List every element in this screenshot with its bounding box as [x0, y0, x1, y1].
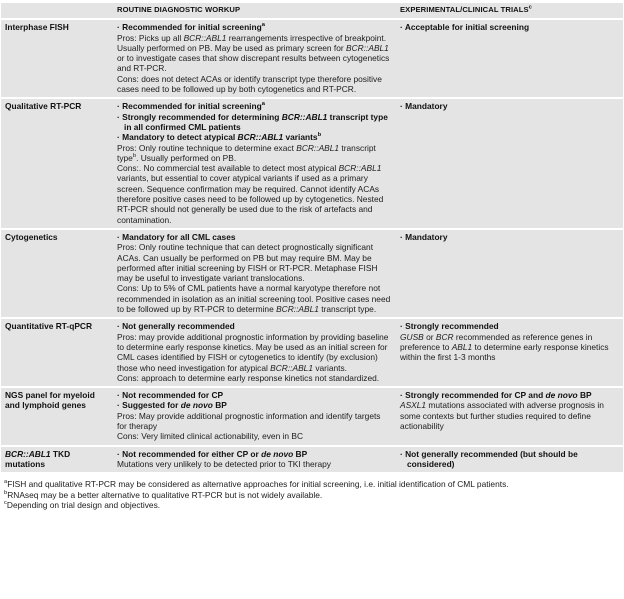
row-label [1, 319, 113, 386]
text-segment: b [132, 153, 137, 160]
text-segment: BCR::ABL1 [183, 32, 227, 43]
trials-cell [396, 447, 623, 473]
detail-paragraph [117, 33, 391, 74]
header-trials-superscript: c [528, 4, 532, 11]
recommendation-bullet [400, 101, 618, 111]
bullet-icon: · [400, 448, 406, 459]
text-segment: BCR::ABL1 [296, 142, 340, 153]
text-segment: variants. [313, 362, 347, 373]
footnote-a [4, 479, 621, 490]
text-segment: Acceptable for initial screening [404, 22, 530, 33]
text-segment: or [423, 331, 436, 342]
text-segment: BCR::ABL1 [346, 42, 389, 53]
detail-paragraph [117, 283, 391, 314]
text-segment: variants, but essential to cover atypical variants if used as a primary screen. Sequence confirmation may be required. Cannot identify ACAs therefore positive cases need to be followed up by cytogenetics. Nested RT-PCR should not generally be used due to the risk of artefacts and contamination. [117, 173, 384, 225]
text-segment: or to investigate cases that show discrepant results between cytogenetics and RT-PCR. [117, 53, 390, 74]
recommendation-bullet [117, 232, 391, 242]
bullet-icon: · [117, 400, 123, 411]
recommendation-bullet [117, 101, 391, 111]
detail-paragraph [400, 400, 618, 431]
text-segment: Cytogenetics [5, 231, 58, 242]
footnote-c [4, 500, 621, 511]
text-segment: transcript type. [318, 304, 377, 315]
recommendation-bullet [117, 400, 391, 410]
header-trials-text: EXPERIMENTAL/CLINICAL TRIALS [400, 5, 529, 14]
routine-cell [113, 99, 396, 228]
text-segment: a [261, 101, 265, 108]
bullet-icon: · [400, 231, 406, 242]
text-segment: Cons: Up to 5% of CML patients have a normal karyotype therefore not recommended in isolation as an initial screening tool. Positive cases need to be followed up by RT-PCR to determine [117, 283, 391, 315]
footnote-b-text: RNAseq may be a better alternative to qualitative RT-PCR but is not widely available. [7, 489, 323, 500]
text-segment: Not recommended for either CP or [122, 448, 262, 459]
text-segment: Cons: Very limited clinical actionability, even in BC [117, 431, 304, 442]
recommendation-bullet [117, 321, 391, 331]
table-header [1, 3, 623, 18]
text-segment: recommended as reference genes in preference to [400, 331, 593, 352]
header-routine-col: ROUTINE DIAGNOSTIC WORKUP [113, 3, 396, 18]
detail-paragraph [400, 332, 618, 363]
text-segment: BP [577, 390, 592, 401]
text-segment: GUSB [400, 331, 424, 342]
footnotes [1, 474, 623, 515]
text-segment: Suggested for [122, 400, 181, 411]
recommendation-bullet [400, 232, 618, 242]
row-label [1, 447, 113, 473]
routine-cell [113, 447, 396, 473]
footnote-c-text: Depending on trial design and objectives. [6, 500, 161, 511]
bullet-icon: · [117, 231, 123, 242]
text-segment: . Usually performed on PB. [136, 152, 237, 163]
detail-paragraph [117, 242, 391, 283]
footnote-a-marker: a [4, 479, 8, 486]
text-segment: Pros: Only routine technique that can detect prognostically significant ACAs. Can usually be performed on PB but may require BM. May be performed after initial screening by FISH or RT-PCR. Metaphase FISH may be useful to investigate variant translocations. [117, 242, 378, 284]
text-segment: transcript type in all confirmed CML patients [124, 111, 388, 132]
text-segment: Strongly recommended [405, 321, 499, 332]
routine-cell [113, 20, 396, 97]
recommendation-bullet [400, 449, 618, 470]
text-segment: Cons:. No commercial test available to detect most atypical [117, 163, 339, 174]
text-segment: BCR::ABL1 [270, 362, 313, 373]
text-segment: BCR::ABL1 [276, 304, 319, 315]
text-segment: Mandatory to detect atypical [122, 132, 238, 143]
diagnostic-workup-table [1, 1, 623, 474]
table-row [1, 230, 623, 317]
table-row [1, 99, 623, 228]
text-segment: Quantitative RT-qPCR [5, 321, 93, 332]
recommendation-bullet [117, 449, 391, 459]
bullet-icon: · [400, 321, 406, 332]
footnote-b [4, 490, 621, 501]
row-label [1, 99, 113, 228]
detail-paragraph [117, 332, 391, 373]
detail-paragraph [117, 373, 391, 383]
text-segment: BCR::ABL1 [237, 132, 284, 143]
text-segment: Cons: approach to determine early response kinetics not standardized. [117, 372, 380, 383]
footnote-c-marker: c [4, 500, 7, 507]
header-label-col [1, 3, 113, 18]
text-segment: Mandatory for all CML cases [122, 231, 236, 242]
text-segment: Strongly recommended for CP and [405, 390, 546, 401]
text-segment: de novo [180, 400, 213, 411]
recommendation-bullet [400, 321, 618, 331]
bullet-icon: · [117, 321, 123, 332]
detail-paragraph [117, 143, 391, 164]
text-segment: Interphase FISH [5, 22, 69, 33]
text-segment: Pros: May provide additional prognostic information and identify targets for therapy [117, 410, 381, 431]
detail-paragraph [117, 411, 391, 432]
table-row [1, 388, 623, 444]
text-segment: Not generally recommended (but should be considered) [405, 448, 578, 469]
text-segment: Mandatory [405, 231, 448, 242]
text-segment: BCR::ABL1 [5, 448, 51, 459]
text-segment: ABL1 [451, 341, 473, 352]
text-segment: BCR::ABL1 [338, 163, 382, 174]
text-segment: NGS panel for myeloid and lymphoid genes [5, 390, 95, 411]
table-row [1, 319, 623, 386]
routine-cell [113, 388, 396, 444]
text-segment: mutations associated with adverse prognosis in some contexts but further studies required to define actionability [400, 400, 604, 431]
text-segment: to determine early response kinetics within the first 1-3 months [400, 341, 609, 363]
footnote-b-marker: b [4, 489, 8, 496]
bullet-icon: · [117, 132, 123, 143]
recommendation-bullet [117, 132, 391, 142]
bullet-icon: · [117, 22, 123, 33]
text-segment: transcript type [117, 142, 376, 163]
header-row [1, 3, 623, 18]
routine-cell [113, 230, 396, 317]
text-segment: Not generally recommended [122, 321, 235, 332]
trials-cell [396, 230, 623, 317]
row-label [1, 230, 113, 317]
detail-paragraph [117, 431, 391, 441]
recommendation-bullet [117, 22, 391, 32]
text-segment: a [261, 22, 265, 29]
recommendation-bullet [117, 112, 391, 133]
text-segment: de novo [261, 448, 294, 459]
header-trials-col [396, 3, 623, 18]
row-label [1, 20, 113, 97]
text-segment: variants [283, 132, 318, 143]
bullet-icon: · [117, 111, 123, 122]
text-segment: Mandatory [405, 101, 448, 112]
bullet-icon: · [400, 22, 405, 33]
routine-cell [113, 319, 396, 386]
text-segment: Qualitative RT-PCR [5, 101, 82, 112]
trials-cell [396, 319, 623, 386]
detail-paragraph [117, 459, 391, 469]
text-segment: Pros: Only routine technique to determine exact [117, 142, 297, 153]
text-segment: rearrangements irrespective of breakpoint. Usually performed on PB. May be used as primary screen for [117, 32, 387, 53]
trials-cell [396, 388, 623, 444]
text-segment: BCR [435, 331, 454, 342]
recommendation-bullet [117, 390, 391, 400]
text-segment: BP [293, 448, 308, 459]
text-segment: Recommended for initial screening [122, 101, 262, 112]
text-segment: BCR::ABL1 [281, 111, 328, 122]
text-segment: Pros: may provide additional prognostic information by providing baseline to determine early response kinetics. May be used as an initial screen for CML cases identified by FISH or cytogenetics to identify (by exclusion) those who need investigation for atypical [117, 331, 389, 373]
text-segment: Recommended for initial screening [122, 22, 262, 33]
text-segment: BP [212, 400, 227, 411]
bullet-icon: · [400, 390, 406, 401]
text-segment: Cons: does not detect ACAs or identify transcript type therefore positive cases need to be followed up by both cytogenetics and RT-PCR. [117, 73, 382, 95]
bullet-icon: · [117, 101, 123, 112]
recommendation-bullet [400, 390, 618, 400]
text-segment: de novo [545, 390, 578, 401]
text-segment: TKD mutations [5, 448, 71, 469]
bullet-icon: · [117, 448, 123, 459]
bullet-icon: · [400, 101, 406, 112]
table-row [1, 447, 623, 473]
trials-cell [396, 99, 623, 228]
text-segment: Strongly recommended for determining [122, 111, 282, 122]
trials-cell [396, 20, 623, 97]
bullet-icon: · [117, 390, 123, 401]
table-body [1, 20, 623, 472]
text-segment: Pros: Picks up all [117, 32, 184, 43]
detail-paragraph [117, 74, 391, 95]
detail-paragraph [117, 163, 391, 225]
row-label [1, 388, 113, 444]
recommendation-bullet [400, 22, 618, 32]
text-segment: Not recommended for CP [122, 390, 224, 401]
text-segment: b [317, 132, 322, 139]
table-row [1, 20, 623, 97]
footnote-a-text: FISH and qualitative RT-PCR may be considered as alternative approaches for initial screening, i.e. initial identification of CML patients. [7, 479, 509, 490]
text-segment: Mutations very unlikely to be detected prior to TKI therapy [117, 458, 331, 469]
text-segment: ASXL1 [400, 400, 427, 411]
